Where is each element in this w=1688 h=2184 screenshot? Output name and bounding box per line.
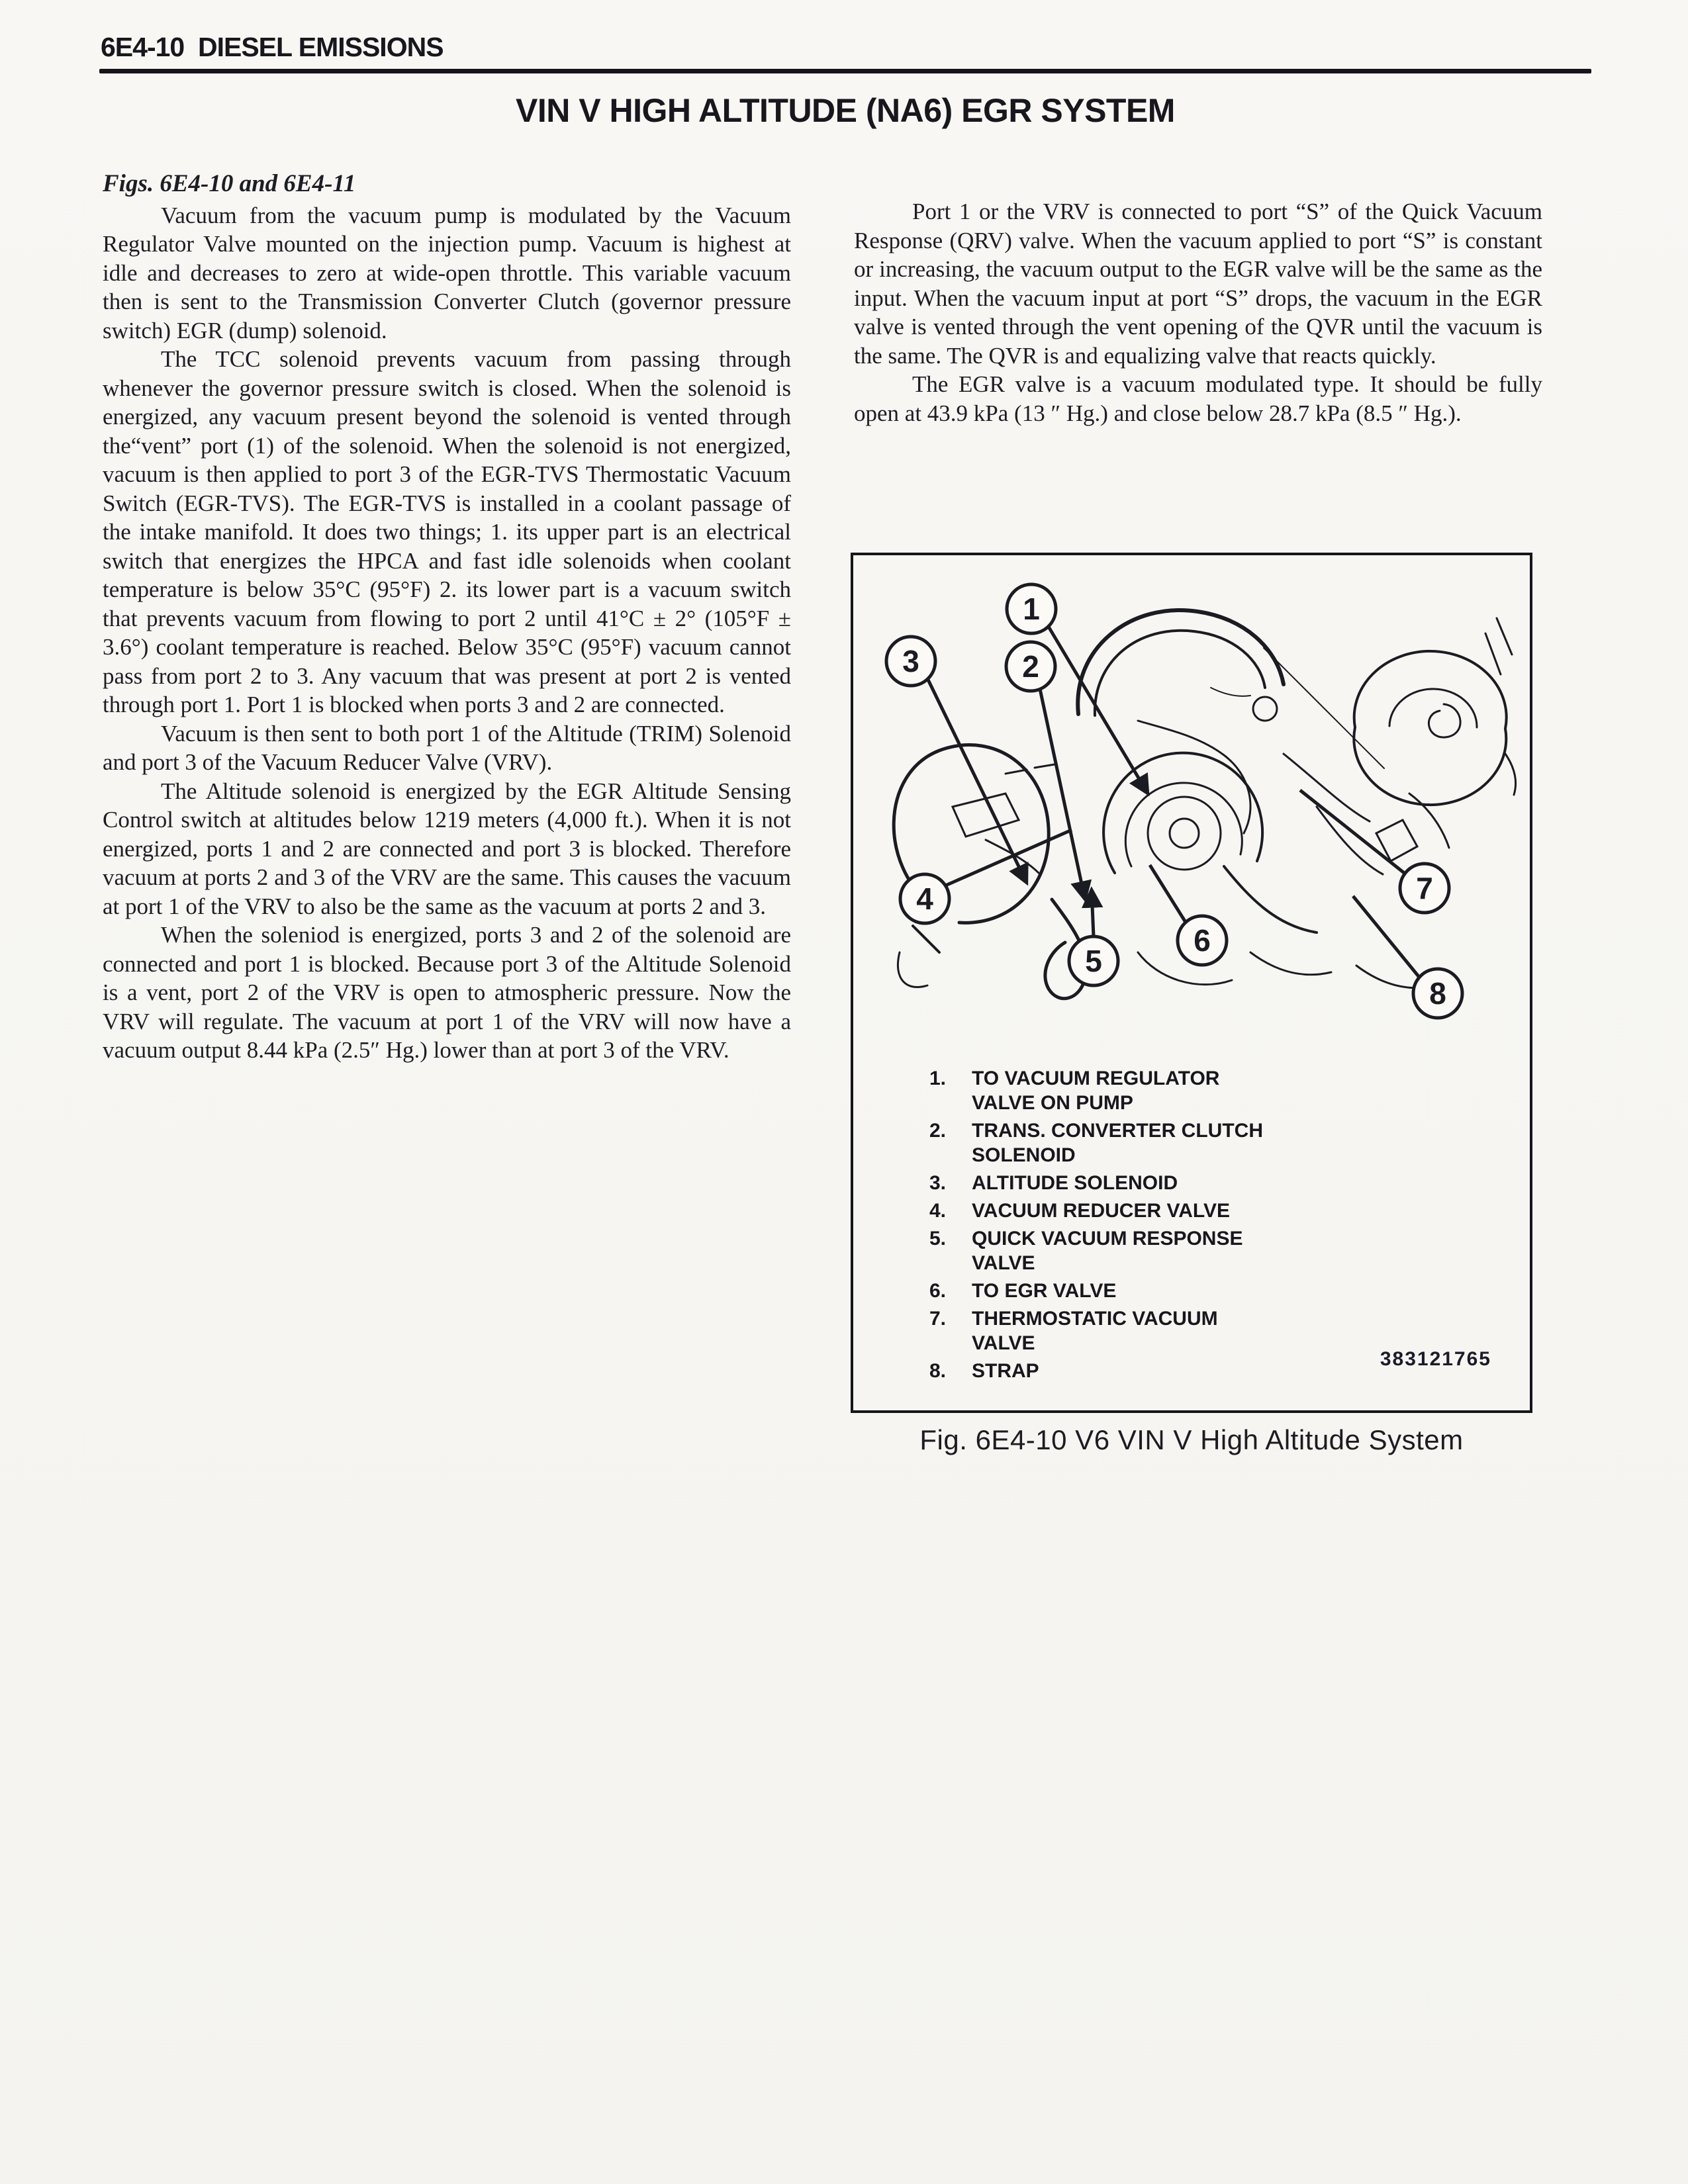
callout-6: [1178, 916, 1227, 965]
legend-item-number: 1.: [929, 1068, 947, 1089]
legend-item: [929, 1226, 1300, 1275]
legend-item-number: 6.: [929, 1280, 947, 1302]
legend-item: [929, 1279, 1300, 1303]
body-paragraph: When the soleniod is energized, ports 3 and 2 of the solenoid are connected and port 1 is blocked. Because port 3 of the Altitude Solenoid is a vent, port 2 of the VRV is open to atmospheric pressure. Now the VRV will regulate. The vacuum at port 1 of the VRV will now have a vacuum output 8.44 kPa (2.5″ Hg.) lower than at port 3 of the VRV.: [103, 922, 791, 1063]
legend-item-label: TO VACUUM REGULATOR VALVE ON PUMP: [972, 1068, 1220, 1114]
running-header: 6E4-10 DIESEL EMISSIONS: [101, 32, 444, 62]
legend-item-label: TO EGR VALVE: [972, 1280, 1117, 1302]
body-paragraph: Port 1 or the VRV is connected to port “S” of the Quick Vacuum Response (QRV) valve. When the vacuum applied to port “S” is constant or increasing, the vacuum output to the EGR valve will be the same as the input. When the vacuum input at port “S” drops, the vacuum in the EGR valve is vented through the vent opening of the QVR until the vacuum is the same. The QVR is and equalizing valve that reacts quickly.: [854, 199, 1542, 369]
callout-6-number: 6: [1194, 923, 1211, 958]
legend-item-number: 2.: [929, 1120, 947, 1142]
legend-item: [929, 1171, 1300, 1195]
legend-item: [929, 1359, 1300, 1383]
legend-item-label: TRANS. CONVERTER CLUTCH SOLENOID: [972, 1120, 1263, 1166]
callout-5-number: 5: [1085, 944, 1102, 978]
callout-3: [886, 637, 935, 686]
body-paragraph: The Altitude solenoid is energized by the EGR Altitude Sensing Control switch at altitudes below 1219 meters (4,000 ft.). When it is not energized, ports 1 and 2 are connected and port 3 is blocked. Therefore vacuum at ports 2 and 3 of the VRV are the same. This causes the vacuum at port 1 of the VRV to also be the same as the vacuum at ports 2 and 3.: [103, 778, 791, 919]
callout-8: [1413, 969, 1462, 1018]
figure-legend: [929, 1066, 1300, 1387]
legend-item-label: THERMOSTATIC VACUUM VALVE: [972, 1308, 1218, 1354]
body-paragraph: Vacuum from the vacuum pump is modulated by the Vacuum Regulator Valve mounted on the injection pump. Vacuum is highest at idle and decreases to zero at wide-open throttle. This variable vacuum then is sent to the Transmission Converter Clutch (governor pressure switch) EGR (dump) solenoid.: [103, 202, 791, 343]
right-column: [854, 197, 1542, 428]
legend-item: [929, 1306, 1300, 1355]
legend-item-number: 7.: [929, 1308, 947, 1330]
legend-item-number: 5.: [929, 1228, 947, 1250]
figure-6e4-10: [851, 553, 1532, 1413]
figure-id-number: 383121765: [1380, 1348, 1491, 1370]
body-paragraph: The TCC solenoid prevents vacuum from passing through whenever the governor pressure switch is closed. When the solenoid is energized, any vacuum present beyond the solenoid is vented through the“vent” port (1) of the solenoid. When the solenoid is not energized, vacuum is then applied to port 3 of the EGR-TVS Thermostatic Vacuum Switch (EGR-TVS). The EGR-TVS is installed in a coolant passage of the intake manifold. It does two things; 1. its upper part is an electrical switch that energizes the HPCA and fast idle solenoids when coolant temperature is below 35°C (95°F) 2. its lower part is a vacuum switch that prevents vacuum from flowing to port 2 until 41°C ± 2° (105°F ± 3.6°) coolant temperature is reached. Below 35°C (95°F) vacuum cannot pass from port 2 to 3. Any vacuum that was present at port 2 is vented through port 1. Port 1 is blocked when ports 3 and 2 are connected.: [103, 346, 791, 717]
legend-item-number: 4.: [929, 1200, 947, 1222]
callout-4: [900, 874, 949, 923]
legend-item-number: 8.: [929, 1360, 947, 1382]
callout-7: [1400, 864, 1449, 913]
callout-5: [1069, 936, 1118, 985]
callout-3-number: 3: [902, 644, 919, 678]
figure-caption: Fig. 6E4-10 V6 VIN V High Altitude System: [919, 1424, 1464, 1455]
legend-item: [929, 1066, 1300, 1115]
page-title: VIN V HIGH ALTITUDE (NA6) EGR SYSTEM: [516, 92, 1175, 129]
legend-item-label: VACUUM REDUCER VALVE: [972, 1200, 1231, 1222]
legend-item-label: QUICK VACUUM RESPONSE VALVE: [972, 1228, 1243, 1274]
legend-item: [929, 1199, 1300, 1223]
callout-2-number: 2: [1022, 649, 1039, 684]
callout-1-number: 1: [1023, 592, 1040, 626]
body-paragraph: The EGR valve is a vacuum modulated type. It should be fully open at 43.9 kPa (13 ″ Hg.) and close below 28.7 kPa (8.5 ″ Hg.).: [854, 371, 1542, 426]
header-rule: [99, 69, 1591, 73]
callout-7-number: 7: [1416, 871, 1433, 905]
body-paragraph: Vacuum is then sent to both port 1 of the Altitude (TRIM) Solenoid and port 3 of the Vacuum Reducer Valve (VRV).: [103, 720, 791, 775]
left-column: [103, 169, 791, 1065]
legend-item-label: ALTITUDE SOLENOID: [972, 1172, 1178, 1194]
callout-1: [1007, 584, 1056, 633]
legend-item-label: STRAP: [972, 1360, 1039, 1382]
callout-2: [1006, 642, 1055, 691]
callout-8-number: 8: [1429, 976, 1446, 1011]
callout-leaders: [927, 627, 1421, 979]
callout-4-number: 4: [916, 882, 933, 916]
figs-heading: Figs. 6E4-10 and 6E4-11: [103, 170, 356, 197]
legend-item: [929, 1118, 1300, 1167]
legend-item-number: 3.: [929, 1172, 947, 1194]
